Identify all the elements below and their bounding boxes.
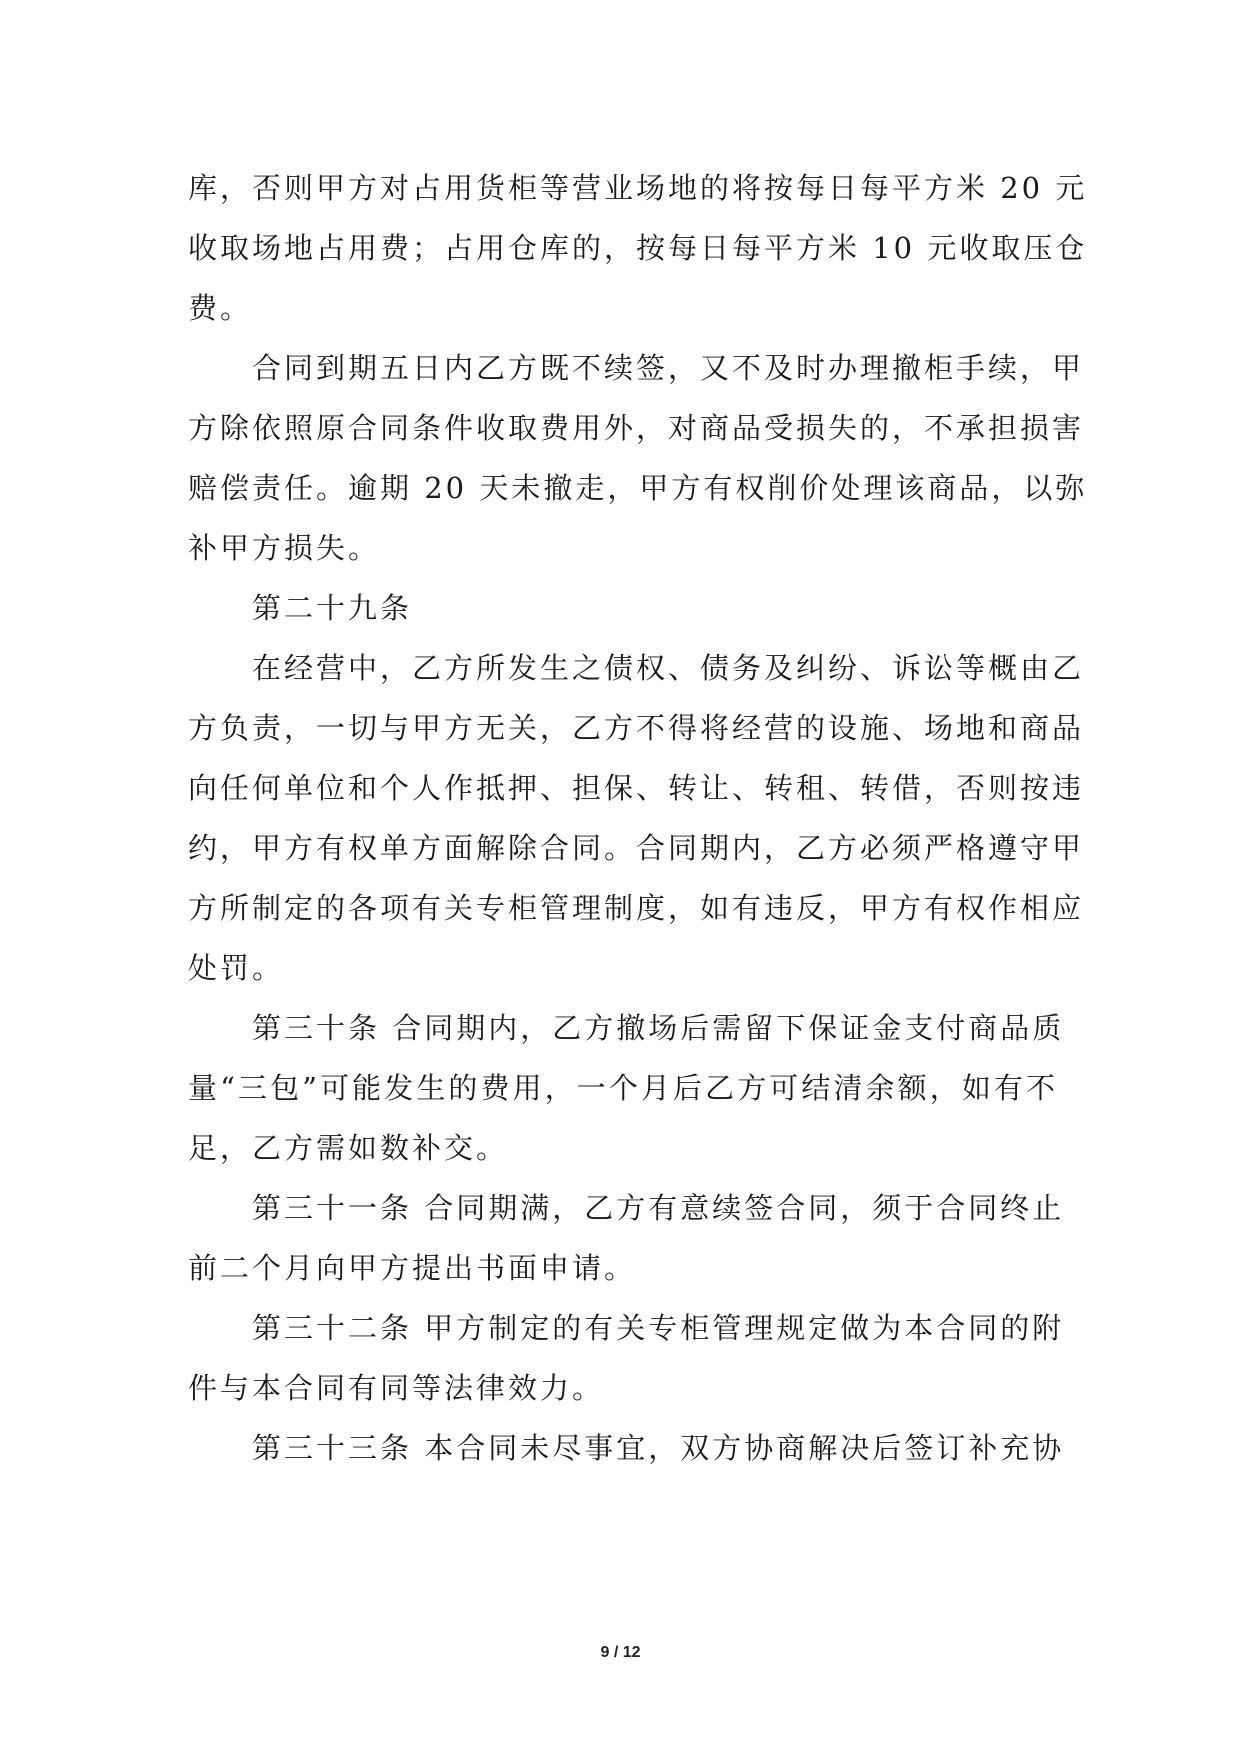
page-number: 9 / 12 — [600, 1644, 641, 1661]
text-line: 方除依照原合同条件收取费用外，对商品受损失的，不承担损害 — [188, 411, 1085, 445]
text-line: 合同到期五日内乙方既不续签，又不及时办理撤柜手续，甲 — [252, 351, 1085, 385]
text-line: 第三十二条 甲方制定的有关专柜管理规定做为本合同的附 — [252, 1311, 1065, 1345]
text-line: 在经营中，乙方所发生之债权、债务及纠纷、诉讼等概由乙 — [252, 651, 1085, 685]
text-line: 向任何单位和个人作抵押、担保、转让、转租、转借，否则按违 — [188, 771, 1085, 805]
text-line: 前二个月向甲方提出书面申请。 — [188, 1251, 637, 1285]
text-line: 第三十一条 合同期满，乙方有意续签合同，须于合同终止 — [252, 1191, 1065, 1225]
text-line: 件与本合同有同等法律效力。 — [188, 1371, 605, 1405]
text-line: 量“三包”可能发生的费用，一个月后乙方可结清余额，如有不 — [188, 1071, 1058, 1105]
text-line: 收取场地占用费；占用仓库的，按每日每平方米 10 元收取压仓 — [188, 231, 1088, 265]
document-body — [188, 158, 1088, 1478]
text-line: 处罚。 — [188, 951, 285, 985]
text-line: 第三十三条 本合同未尽事宜，双方协商解决后签订补充协 — [252, 1431, 1065, 1465]
text-line: 方所制定的各项有关专柜管理制度，如有违反，甲方有权作相应 — [188, 891, 1085, 925]
text-line: 补甲方损失。 — [188, 531, 381, 565]
text-line: 约，甲方有权单方面解除合同。合同期内，乙方必须严格遵守甲 — [188, 831, 1085, 865]
text-line: 足，乙方需如数补交。 — [188, 1131, 509, 1165]
text-line: 库，否则甲方对占用货柜等营业场地的将按每日每平方米 20 元 — [188, 171, 1088, 205]
text-line: 赔偿责任。逾期 20 天未撤走，甲方有权削价处理该商品，以弥 — [188, 471, 1088, 505]
text-line: 费。 — [188, 291, 253, 325]
text-line: 方负责，一切与甲方无关，乙方不得将经营的设施、场地和商品 — [188, 711, 1085, 745]
text-line: 第三十条 合同期内，乙方撤场后需留下保证金支付商品质 — [252, 1011, 1065, 1045]
text-line: 第二十九条 — [252, 591, 413, 625]
